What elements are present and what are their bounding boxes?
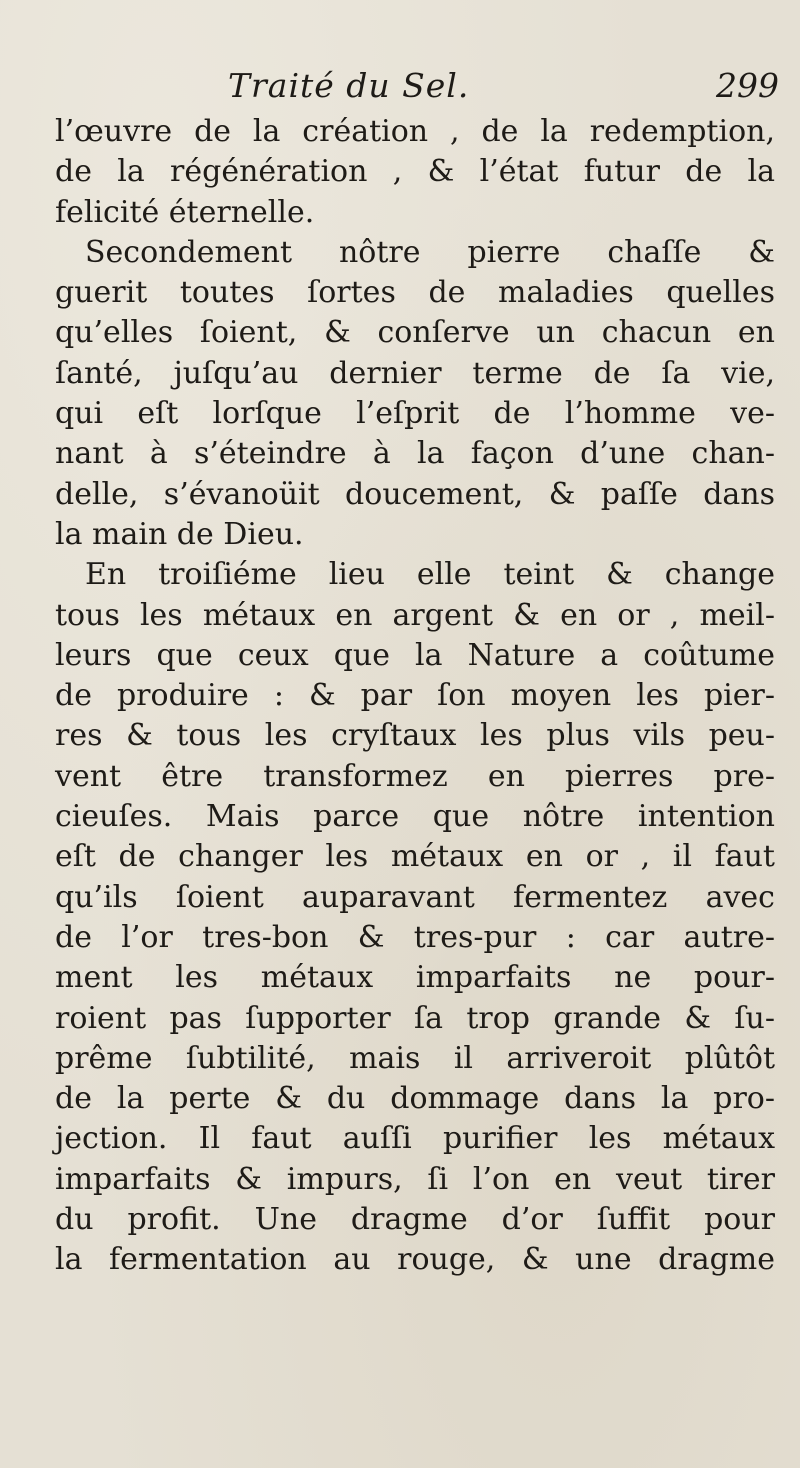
running-title: Traité du Sel. <box>228 66 470 105</box>
text-line: ſanté, juſqu’au dernier terme de ſa vie, <box>55 355 775 391</box>
page-number: 299 <box>716 66 779 105</box>
text-line: de la régénération , & l’état futur de la <box>55 154 775 190</box>
text-line: Secondement nôtre pierre chaſſe & <box>85 234 775 270</box>
text-line: imparfaits & impurs, ſi l’on en veut tirer <box>55 1161 775 1197</box>
text-line: cieuſes. Mais parce que nôtre intention <box>55 799 775 835</box>
text-line: ment les métaux imparfaits ne pour- <box>55 960 775 996</box>
text-line: res & tous les cryſtaux les plus vils peu- <box>55 718 775 754</box>
text-line: nant à s’éteindre à la façon d’une chan- <box>55 436 775 472</box>
text-line: la main de Dieu. <box>55 516 304 552</box>
text-line: vent être transformez en pierres pre- <box>55 758 775 794</box>
text-line: de la perte & du dommage dans la pro- <box>55 1081 775 1117</box>
text-line: guerit toutes ſortes de maladies quelles <box>55 275 775 311</box>
text-line: eſt de changer les métaux en or , il faut <box>55 839 775 875</box>
text-line: du profit. Une dragme d’or ſuffit pour <box>55 1202 775 1238</box>
text-line: l’œuvre de la création , de la redemption, <box>55 114 775 149</box>
text-line: tous les métaux en argent & en or , meil- <box>55 597 775 633</box>
text-line: leurs que ceux que la Nature a coûtume <box>55 637 775 673</box>
text-line: qui eſt lorſque l’eſprit de l’homme ve- <box>55 396 775 432</box>
text-line: la fermentation au rouge, & une dragme <box>55 1242 775 1278</box>
page-header <box>0 66 800 110</box>
text-line: de produire : & par ſon moyen les pier- <box>55 678 775 714</box>
text-line: prême ſubtilité, mais il arriveroit plûtôt <box>55 1040 775 1076</box>
text-line: delle, s’évanoüit doucement, & paſſe dans <box>55 476 775 512</box>
text-line: felicité éternelle. <box>55 194 315 230</box>
body-text <box>55 112 775 1281</box>
text-line: qu’ils ſoient auparavant fermentez avec <box>55 879 775 915</box>
text-line: qu’elles ſoient, & conſerve un chacun en <box>55 315 775 351</box>
text-line: roient pas ſupporter ſa trop grande & ſu- <box>55 1000 775 1036</box>
text-line: jection. Il faut auſſi purifier les métaux <box>55 1121 775 1157</box>
text-line: En troiſiéme lieu elle teint & change <box>85 557 775 593</box>
text-line: de l’or tres-bon & tres-pur : car autre- <box>55 919 775 955</box>
